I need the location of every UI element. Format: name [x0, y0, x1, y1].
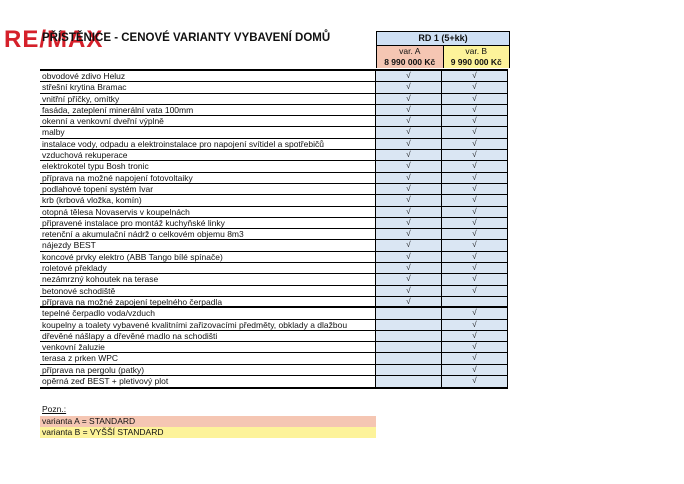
variant-a-check: √ [376, 127, 442, 137]
variant-b-check: √ [442, 240, 508, 250]
variant-b-check: √ [442, 342, 508, 352]
variant-a-price: 8 990 000 Kč [377, 57, 444, 68]
row-label: vzduchová rekuperace [40, 150, 376, 160]
row-label: tepelné čerpadlo voda/vzduch [40, 308, 376, 318]
variant-a-check [376, 308, 442, 318]
variant-b-check: √ [442, 116, 508, 126]
table-row [40, 207, 508, 218]
row-label: obvodové zdivo Heluz [40, 71, 376, 81]
variant-a-check: √ [376, 71, 442, 81]
variant-a-check: √ [376, 274, 442, 284]
note-variant-b: varianta B = VYŠŠÍ STANDARD [40, 427, 376, 438]
row-label: opěrná zeď BEST + pletivový plot [40, 376, 376, 387]
variant-a-check: √ [376, 207, 442, 217]
variant-b-check: √ [442, 218, 508, 228]
row-label: otopná tělesa Novaservis v koupelnách [40, 207, 376, 217]
variant-b-price: 9 990 000 Kč [444, 57, 510, 68]
variant-b-check: √ [442, 127, 508, 137]
variant-b-label: var. B [444, 46, 510, 57]
variant-b-check: √ [442, 173, 508, 183]
variant-a-label: var. A [377, 46, 444, 57]
row-label: elektrokotel typu Bosh tronic [40, 161, 376, 171]
table-row [40, 161, 508, 172]
table-row [40, 320, 508, 331]
table-row [40, 105, 508, 116]
row-label: venkovní žaluzie [40, 342, 376, 352]
variant-a-check [376, 365, 442, 375]
remax-logo: RE/MAX [4, 26, 104, 53]
variant-b-check: √ [442, 207, 508, 217]
row-label: příprava na pergolu (patky) [40, 365, 376, 375]
variant-a-check [376, 376, 442, 387]
row-label: fasáda, zateplení minerální vata 100mm [40, 105, 376, 115]
table-row [40, 139, 508, 150]
variant-b-check: √ [442, 365, 508, 375]
table-row [40, 229, 508, 240]
variant-b-check: √ [442, 308, 508, 318]
variant-a-check: √ [376, 297, 442, 306]
variant-b-check: √ [442, 286, 508, 296]
row-label: připravené instalace pro montáž kuchyňské linky [40, 218, 376, 228]
row-label: retenční a akumulační nádrž o celkovém objemu 8m3 [40, 229, 376, 239]
variant-b-check [442, 297, 508, 306]
table-row [40, 274, 508, 285]
table-row [40, 331, 508, 342]
variant-b-check: √ [442, 71, 508, 81]
variant-b-check: √ [442, 94, 508, 104]
variant-b-check: √ [442, 274, 508, 284]
row-label: betonové schodiště [40, 286, 376, 296]
variant-a-check [376, 331, 442, 341]
variant-b-check: √ [442, 376, 508, 387]
variant-b-check: √ [442, 263, 508, 273]
variant-b-check: √ [442, 195, 508, 205]
variant-b-check: √ [442, 184, 508, 194]
table-row [40, 263, 508, 274]
table-row [40, 218, 508, 229]
note-variant-a: varianta A = STANDARD [40, 416, 376, 427]
table-row [40, 94, 508, 105]
table-row [40, 195, 508, 206]
table-row [40, 286, 508, 297]
variant-a-check: √ [376, 116, 442, 126]
table-row [40, 150, 508, 161]
table-row [40, 82, 508, 93]
variant-b-check: √ [442, 353, 508, 363]
variant-b-check: √ [442, 252, 508, 262]
row-label: nezámrzný kohoutek na terase [40, 274, 376, 284]
variant-a-check [376, 320, 442, 330]
row-label: instalace vody, odpadu a elektroinstalace pro napojení svítidel a spotřebičů [40, 139, 376, 149]
variant-header [376, 31, 510, 68]
variant-a-check: √ [376, 139, 442, 149]
variant-a-check [376, 342, 442, 352]
row-label: okenní a venkovní dveřní výplně [40, 116, 376, 126]
row-label: koupelny a toalety vybavené kvalitními zařizovacími předměty, obklady a dlažbou [40, 320, 376, 330]
variant-a-check: √ [376, 240, 442, 250]
variant-b-check: √ [442, 161, 508, 171]
variant-a-check: √ [376, 150, 442, 160]
row-label: střešní krytina Bramac [40, 82, 376, 92]
table-row [40, 353, 508, 364]
table-row [40, 173, 508, 184]
table-row [40, 365, 508, 376]
row-label: podlahové topení systém Ivar [40, 184, 376, 194]
variant-a-check: √ [376, 82, 442, 92]
variant-b-check: √ [442, 150, 508, 160]
row-label: příprava na možné zapojení tepelného čerpadla [40, 297, 376, 306]
variant-a-check: √ [376, 229, 442, 239]
variant-b-check: √ [442, 320, 508, 330]
table-row [40, 184, 508, 195]
table-row [40, 116, 508, 127]
table-row [40, 240, 508, 251]
table-row [40, 308, 508, 319]
row-label: roletové překlady [40, 263, 376, 273]
variant-b-check: √ [442, 331, 508, 341]
variant-a-check: √ [376, 218, 442, 228]
variant-a-check: √ [376, 105, 442, 115]
variant-b-check: √ [442, 105, 508, 115]
row-label: krb (krbová vložka, komín) [40, 195, 376, 205]
variant-a-check: √ [376, 161, 442, 171]
row-label: příprava na možné napojení fotovoltaiky [40, 173, 376, 183]
variant-b-check: √ [442, 139, 508, 149]
table-row [40, 297, 508, 308]
variant-a-check: √ [376, 263, 442, 273]
page-title: PŘÍSTĚNICE - CENOVÉ VARIANTY VYBAVENÍ DOMŮ [42, 32, 331, 44]
variant-a-check: √ [376, 286, 442, 296]
row-label: malby [40, 127, 376, 137]
row-label: terasa z prken WPC [40, 353, 376, 363]
table-row [40, 252, 508, 263]
variant-a-check: √ [376, 195, 442, 205]
variant-a-check: √ [376, 184, 442, 194]
variant-b-check: √ [442, 229, 508, 239]
variant-a-check [376, 353, 442, 363]
notes-title: Pozn.: [42, 404, 67, 414]
variant-a-check: √ [376, 94, 442, 104]
row-label: dřevěné nášlapy a dřevěné madlo na schodišti [40, 331, 376, 341]
row-label: nájezdy BEST [40, 240, 376, 250]
variant-a-check: √ [376, 252, 442, 262]
variant-b-check: √ [442, 82, 508, 92]
variant-a-check: √ [376, 173, 442, 183]
table-row [40, 127, 508, 138]
table-row [40, 71, 508, 82]
equipment-table [40, 69, 508, 389]
table-row [40, 376, 508, 387]
model-label: RD 1 (5+kk) [377, 32, 509, 46]
table-row [40, 342, 508, 353]
row-label: koncové prvky elektro (ABB Tango bílé spínače) [40, 252, 376, 262]
row-label: vnitřní příčky, omítky [40, 94, 376, 104]
